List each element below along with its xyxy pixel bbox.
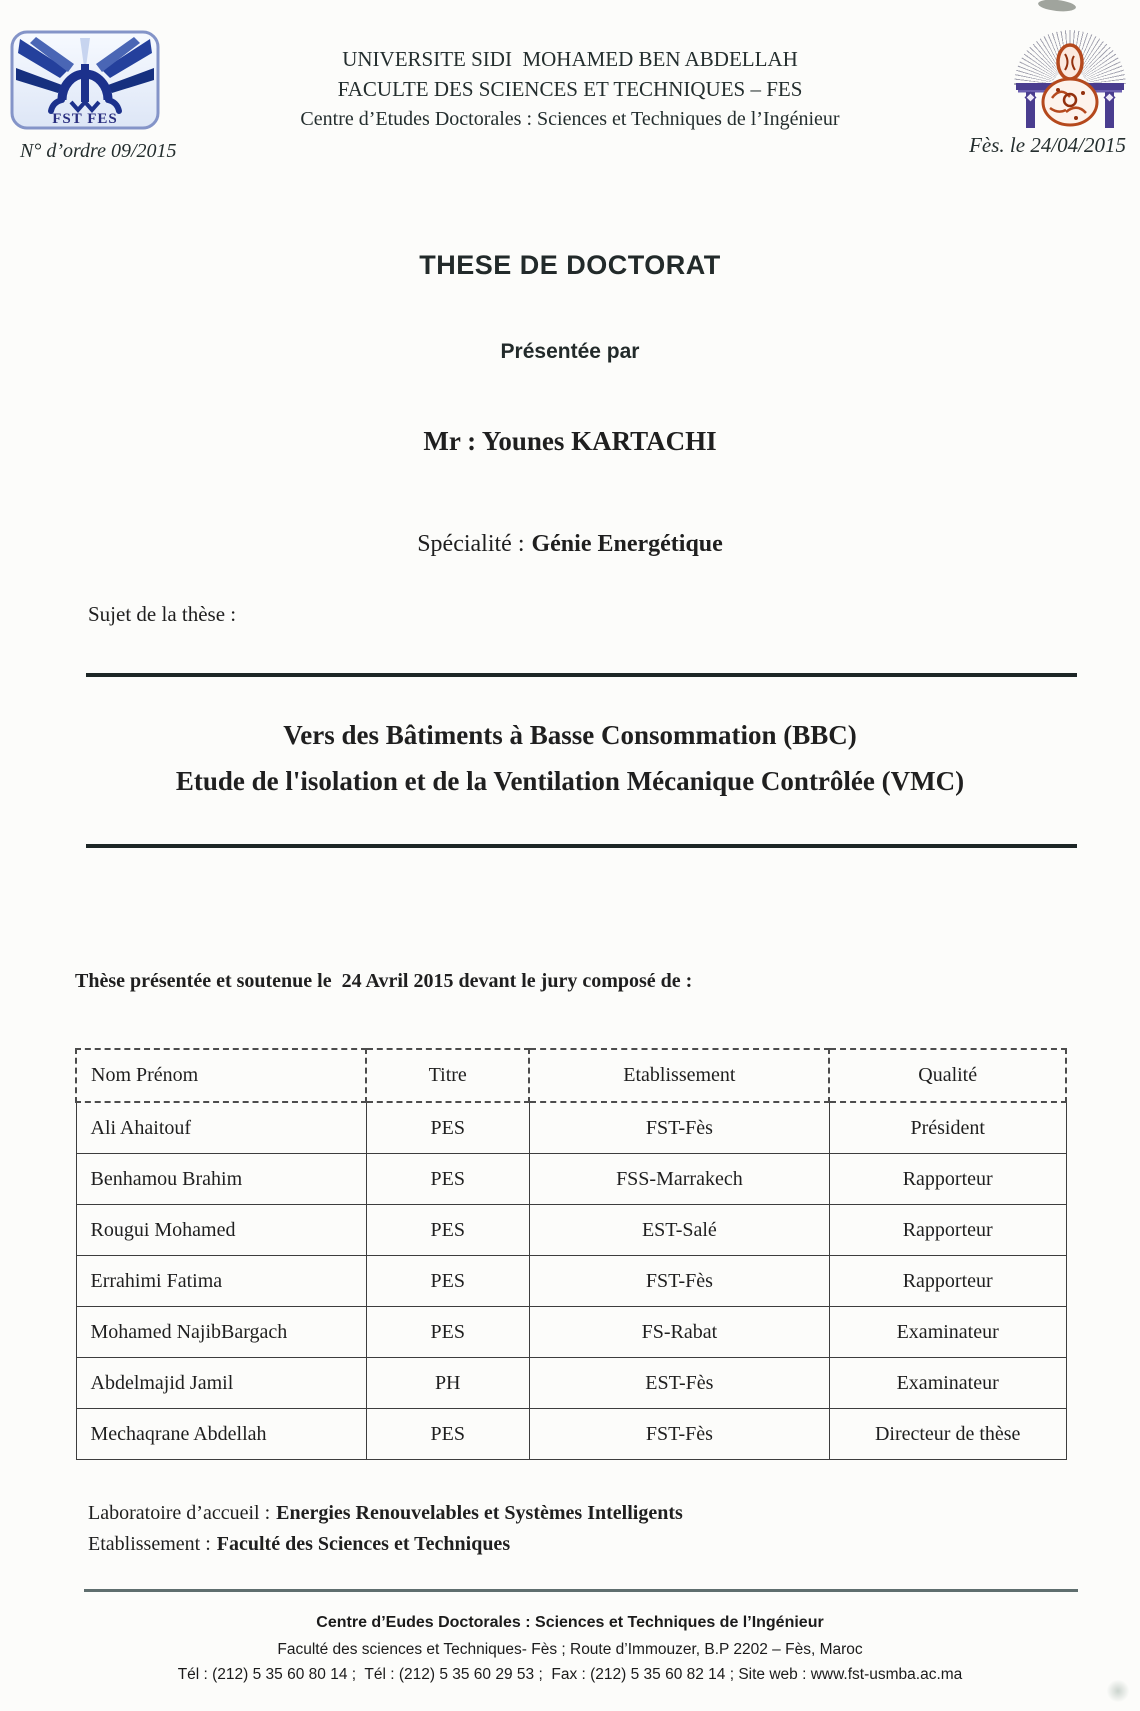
affiliation-block bbox=[88, 1498, 683, 1560]
jury-cell-etablissement: FST-Fès bbox=[529, 1409, 829, 1460]
faculty-name: FACULTE DES SCIENCES ET TECHNIQUES – FES bbox=[337, 77, 803, 101]
jury-cell-etablissement: FS-Rabat bbox=[529, 1307, 829, 1358]
footer-contacts: Tél : (212) 5 35 60 80 14 ; Tél : (212) 5 35 60 29 53 ; Fax : (212) 5 35 60 82 14 ; Site web : www.fst-usmba.ac.ma bbox=[177, 1666, 963, 1683]
order-number: N° d’ordre 09/2015 bbox=[20, 140, 177, 162]
jury-header-row bbox=[76, 1049, 1066, 1102]
specialty-line bbox=[0, 531, 1140, 558]
jury-cell-etablissement: FST-Fès bbox=[529, 1256, 829, 1307]
jury-cell-qualite: Rapporteur bbox=[829, 1256, 1066, 1307]
footer-center-name: Centre d’Eudes Doctorales : Sciences et Techniques de l’Ingénieur bbox=[316, 1614, 824, 1631]
defense-statement: Thèse présentée et soutenue le 24 Avril 2015 devant le jury composé de : bbox=[75, 970, 693, 992]
thesis-title-line2: Etude de l'isolation et de la Ventilation Mécanique Contrôlée (VMC) bbox=[175, 766, 965, 796]
footer-address: Faculté des sciences et Techniques- Fès ; Route d’Immouzer, B.P 2202 – Fès, Maroc bbox=[277, 1641, 863, 1658]
jury-cell-titre: PES bbox=[366, 1154, 529, 1205]
establishment-line bbox=[88, 1529, 683, 1560]
jury-cell-name: Mohamed NajibBargach bbox=[76, 1307, 366, 1358]
table-row bbox=[76, 1409, 1066, 1460]
jury-cell-qualite: Rapporteur bbox=[829, 1205, 1066, 1256]
jury-cell-name: Mechaqrane Abdellah bbox=[76, 1409, 366, 1460]
jury-header-titre: Titre bbox=[366, 1049, 529, 1102]
jury-cell-name: Ali Ahaitouf bbox=[76, 1102, 366, 1154]
place-and-date: Fès. le 24/04/2015 bbox=[969, 133, 1126, 157]
table-row bbox=[76, 1256, 1066, 1307]
jury-cell-qualite: Président bbox=[829, 1102, 1066, 1154]
footer-rule bbox=[84, 1589, 1078, 1592]
thesis-title-line1: Vers des Bâtiments à Basse Consommation (BBC) bbox=[283, 720, 857, 750]
specialty-label: Spécialité : bbox=[417, 531, 525, 557]
jury-cell-etablissement: FSS-Marrakech bbox=[529, 1154, 829, 1205]
jury-cell-etablissement: FST-Fès bbox=[529, 1102, 829, 1154]
jury-cell-name: Abdelmajid Jamil bbox=[76, 1358, 366, 1409]
letterhead bbox=[0, 44, 1140, 134]
fst-fes-logo-caption: FST FES bbox=[52, 111, 118, 127]
jury-cell-etablissement: EST-Fès bbox=[529, 1358, 829, 1409]
jury-cell-name: Benhamou Brahim bbox=[76, 1154, 366, 1205]
subject-label: Sujet de la thèse : bbox=[88, 602, 237, 626]
host-laboratory-line bbox=[88, 1498, 683, 1529]
presented-by-label: Présentée par bbox=[500, 340, 640, 363]
table-row bbox=[76, 1307, 1066, 1358]
jury-header-qualite: Qualité bbox=[829, 1049, 1066, 1102]
table-row bbox=[76, 1205, 1066, 1256]
jury-header-name: Nom Prénom bbox=[76, 1049, 366, 1102]
document-type-title: THESE DE DOCTORAT bbox=[419, 250, 721, 280]
laboratory-value: Energies Renouvelables et Systèmes Intelligents bbox=[276, 1502, 683, 1524]
jury-cell-titre: PES bbox=[366, 1256, 529, 1307]
jury-cell-titre: PES bbox=[366, 1307, 529, 1358]
table-row bbox=[76, 1358, 1066, 1409]
title-rule-bottom bbox=[86, 844, 1077, 848]
jury-table bbox=[75, 1048, 1067, 1460]
jury-cell-name: Rougui Mohamed bbox=[76, 1205, 366, 1256]
jury-cell-name: Errahimi Fatima bbox=[76, 1256, 366, 1307]
establishment-label: Etablissement : bbox=[88, 1533, 211, 1555]
jury-cell-etablissement: EST-Salé bbox=[529, 1205, 829, 1256]
jury-cell-titre: PES bbox=[366, 1409, 529, 1460]
jury-cell-titre: PES bbox=[366, 1102, 529, 1154]
scan-artifact-top bbox=[1038, 0, 1077, 13]
jury-cell-qualite: Directeur de thèse bbox=[829, 1409, 1066, 1460]
laboratory-label: Laboratoire d’accueil : bbox=[88, 1502, 271, 1524]
jury-cell-qualite: Rapporteur bbox=[829, 1154, 1066, 1205]
doctoral-center-name: Centre d’Etudes Doctorales : Sciences et Techniques de l’Ingénieur bbox=[300, 108, 840, 130]
table-row bbox=[76, 1102, 1066, 1154]
jury-cell-titre: PH bbox=[366, 1358, 529, 1409]
jury-header-etablissement: Etablissement bbox=[529, 1049, 829, 1102]
jury-cell-qualite: Examinateur bbox=[829, 1307, 1066, 1358]
university-name: UNIVERSITE SIDI MOHAMED BEN ABDELLAH bbox=[342, 47, 798, 71]
jury-cell-titre: PES bbox=[366, 1205, 529, 1256]
establishment-value: Faculté des Sciences et Techniques bbox=[216, 1533, 511, 1555]
author-name: Mr : Younes KARTACHI bbox=[423, 426, 717, 456]
specialty-value: Génie Energétique bbox=[531, 531, 723, 557]
title-rule-top bbox=[86, 673, 1077, 677]
table-row bbox=[76, 1154, 1066, 1205]
jury-cell-qualite: Examinateur bbox=[829, 1358, 1066, 1409]
